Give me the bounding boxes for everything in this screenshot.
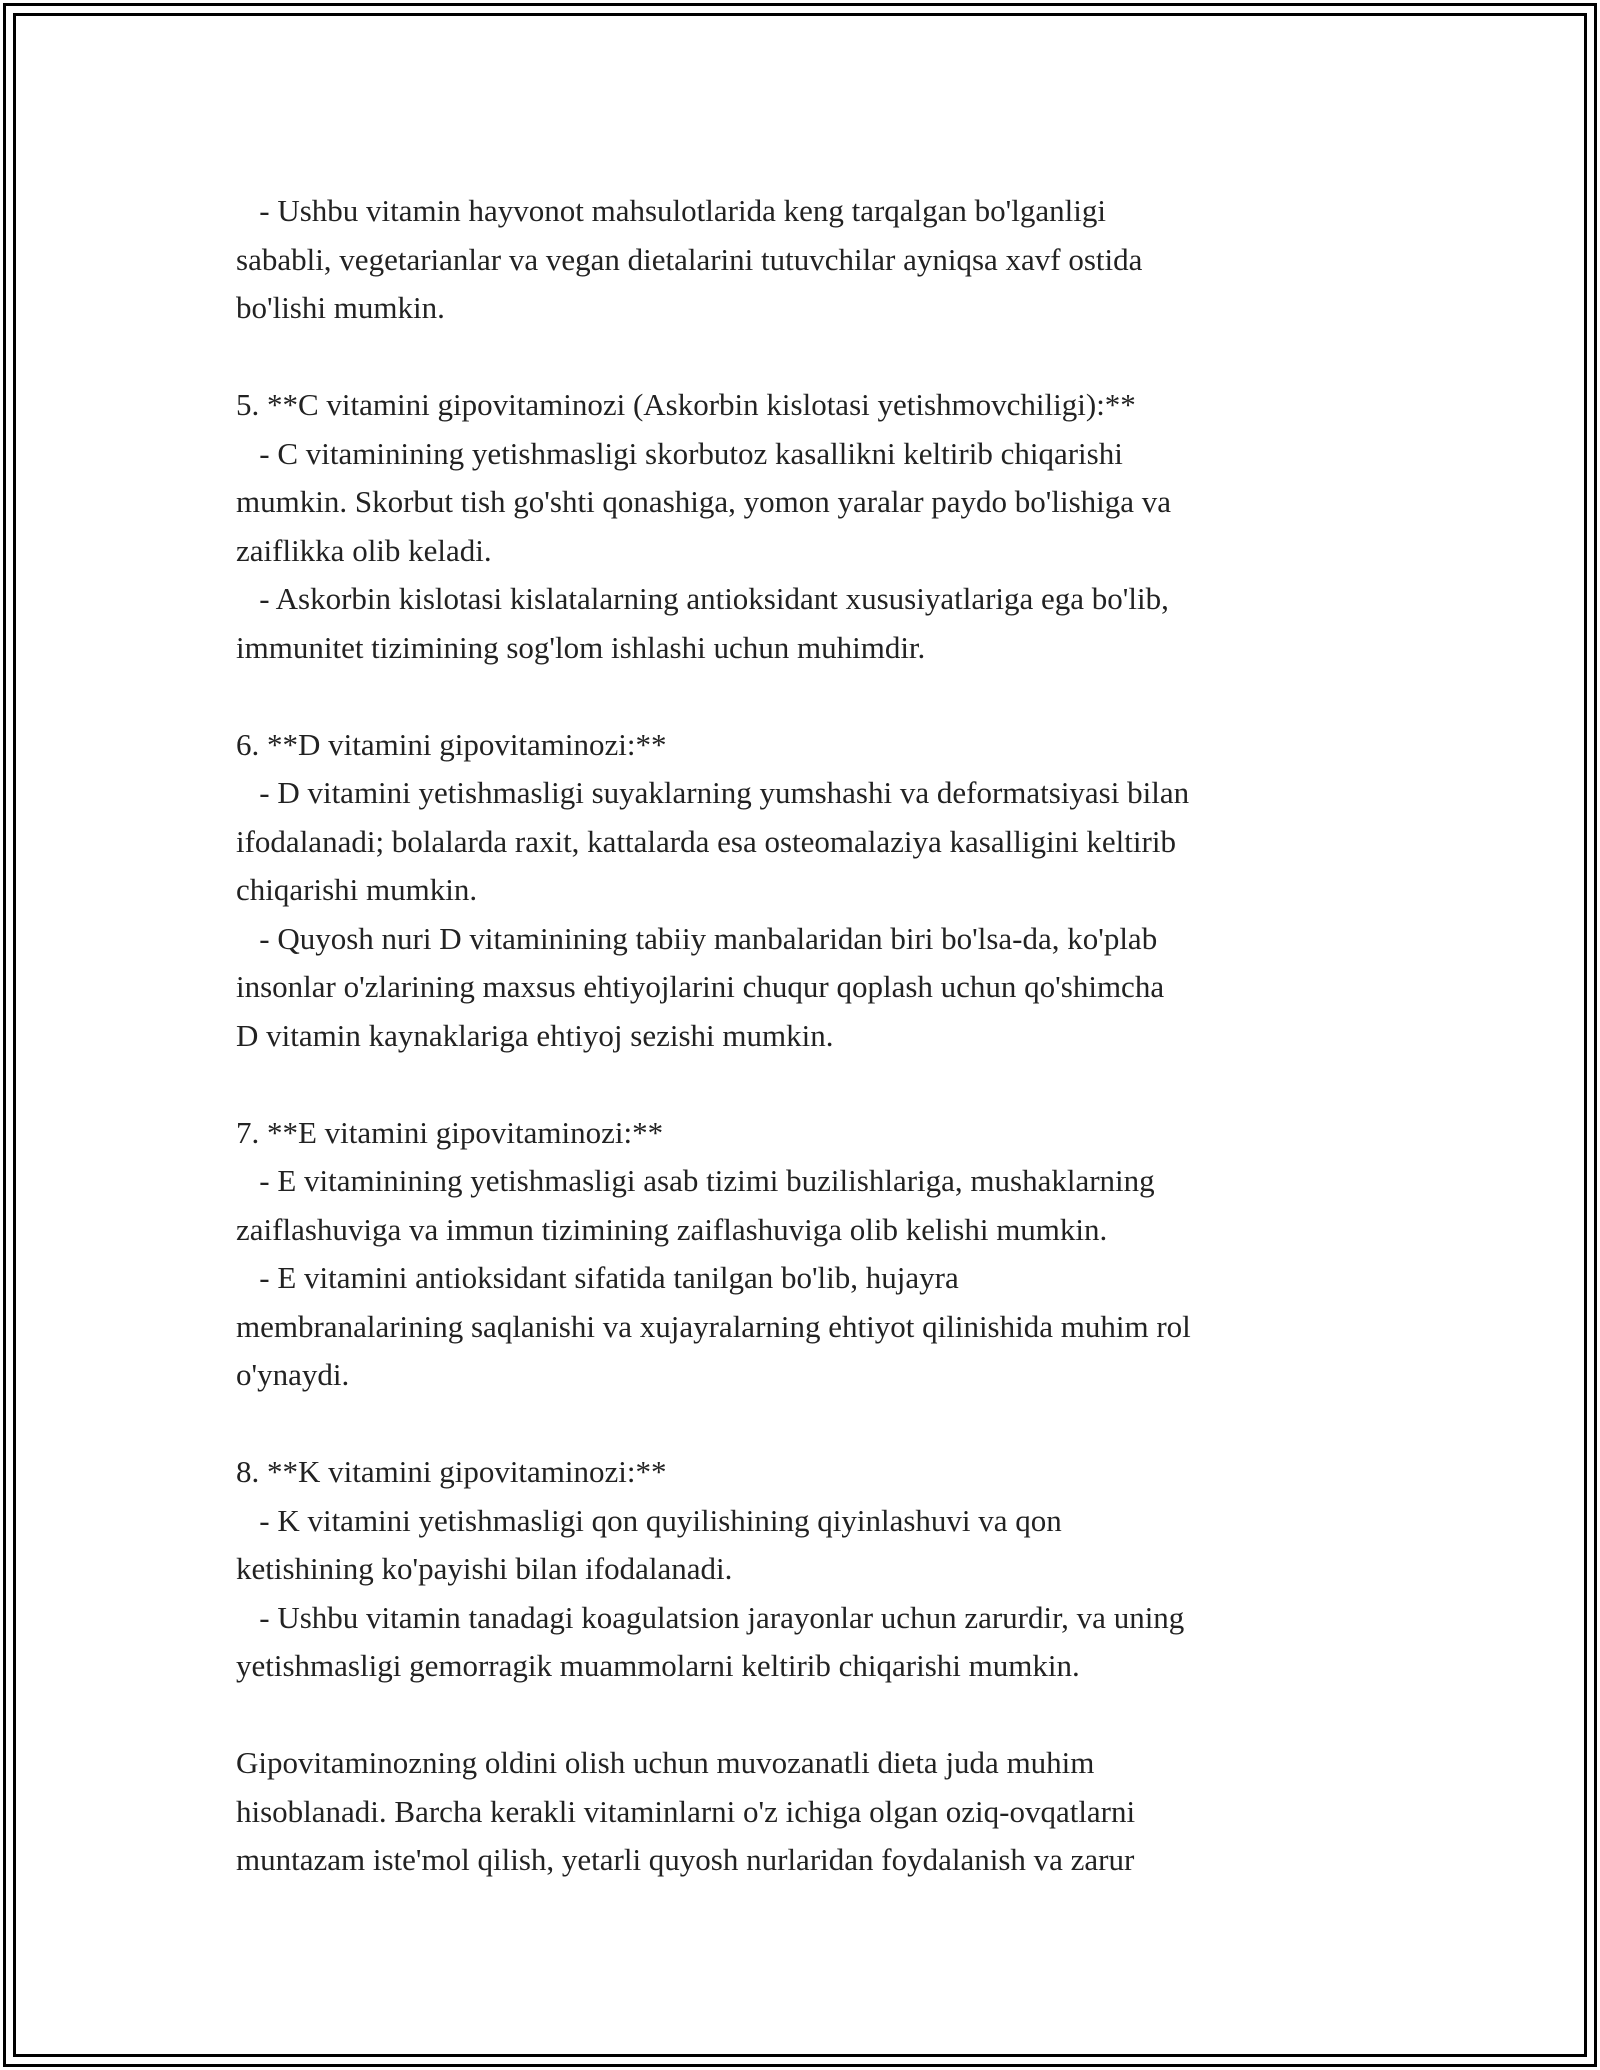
paragraph-gap [236,1400,1386,1449]
text-line: yetishmasligi gemorragik muammolarni keltirib chiqarishi mumkin. [236,1648,1080,1683]
text-line: insonlar o'zlarining maxsus ehtiyojlarini chuqur qoplash uchun qo'shimcha [236,969,1165,1004]
text-line: membranalarining saqlanishi va xujayralarning ehtiyot qilinishida muhim rol [236,1308,1191,1344]
text-line: - Askorbin kislotasi kislatalarning antioksidant xususiyatlariga ega bo'lib, [236,581,1169,616]
section-heading-c: 5. **C vitamini gipovitaminozi (Askorbin kislotasi yetishmovchiligi):** [236,387,1136,422]
text-line: ifodalanadi; bolalarda raxit, kattalarda esa osteomalaziya kasalligini keltirib [236,823,1176,859]
text-line: - K vitamini yetishmasligi qon quyilishining qiyinlashuvi va qon [236,1502,1062,1538]
text-line: sababli, vegetarianlar va vegan dietalarini tutuvchilar ayniqsa xavf ostida [236,241,1143,277]
paragraph-gap [236,672,1386,721]
text-line: ketishining ko'payishi bilan ifodalanadi. [236,1551,733,1586]
paragraph-gap [236,333,1386,382]
text-line: hisoblanadi. Barcha kerakli vitaminlarni o'z ichiga olgan oziq-ovqatlarni [236,1793,1136,1829]
document-body [236,187,1386,1885]
text-line: zaiflikka olib keladi. [236,532,492,568]
text-line: mumkin. Skorbut tish go'shti qonashiga, yomon yaralar paydo bo'lishiga va [236,484,1172,519]
text-line: zaiflashuviga va immun tizimining zaiflashuviga olib kelishi mumkin. [236,1211,1108,1247]
text-line: - Ushbu vitamin tanadagi koagulatsion jarayonlar uchun zarurdir, va uning [236,1599,1185,1635]
text-line: bo'lishi mumkin. [236,290,445,325]
text-line: o'ynaydi. [236,1357,350,1392]
text-line: - Quyosh nuri D vitaminining tabiiy manbalaridan biri bo'lsa-da, ko'plab [236,920,1158,956]
text-line: - Ushbu vitamin hayvonot mahsulotlarida keng tarqalgan bo'lganligi [236,193,1106,228]
text-line: chiqarishi mumkin. [236,872,478,907]
text-line: - C vitaminining yetishmasligi skorbutoz kasallikni keltirib chiqarishi [236,435,1123,471]
paragraph-gap [236,1691,1386,1740]
text-line: D vitamin kaynaklariga ehtiyoj sezishi mumkin. [236,1017,834,1053]
text-line: - D vitamini yetishmasligi suyaklarning yumshashi va deformatsiyasi bilan [236,775,1190,810]
section-heading-d: 6. **D vitamini gipovitaminozi:** [236,726,667,762]
text-line: immunitet tizimining sog'lom ishlashi uchun muhimdir. [236,629,926,665]
text-line: muntazam iste'mol qilish, yetarli quyosh nurlaridan foydalanish va zarur [236,1842,1135,1877]
paragraph-gap [236,1060,1386,1109]
text-line: - E vitamini antioksidant sifatida tanilgan bo'lib, hujayra [236,1260,959,1295]
text-line: Gipovitaminozning oldini olish uchun muvozanatli dieta juda muhim [236,1745,1095,1780]
text-line: - E vitaminining yetishmasligi asab tizimi buzilishlariga, mushaklarning [236,1163,1155,1198]
section-heading-e: 7. **E vitamini gipovitaminozi:** [236,1114,664,1150]
section-heading-k: 8. **K vitamini gipovitaminozi:** [236,1454,667,1489]
